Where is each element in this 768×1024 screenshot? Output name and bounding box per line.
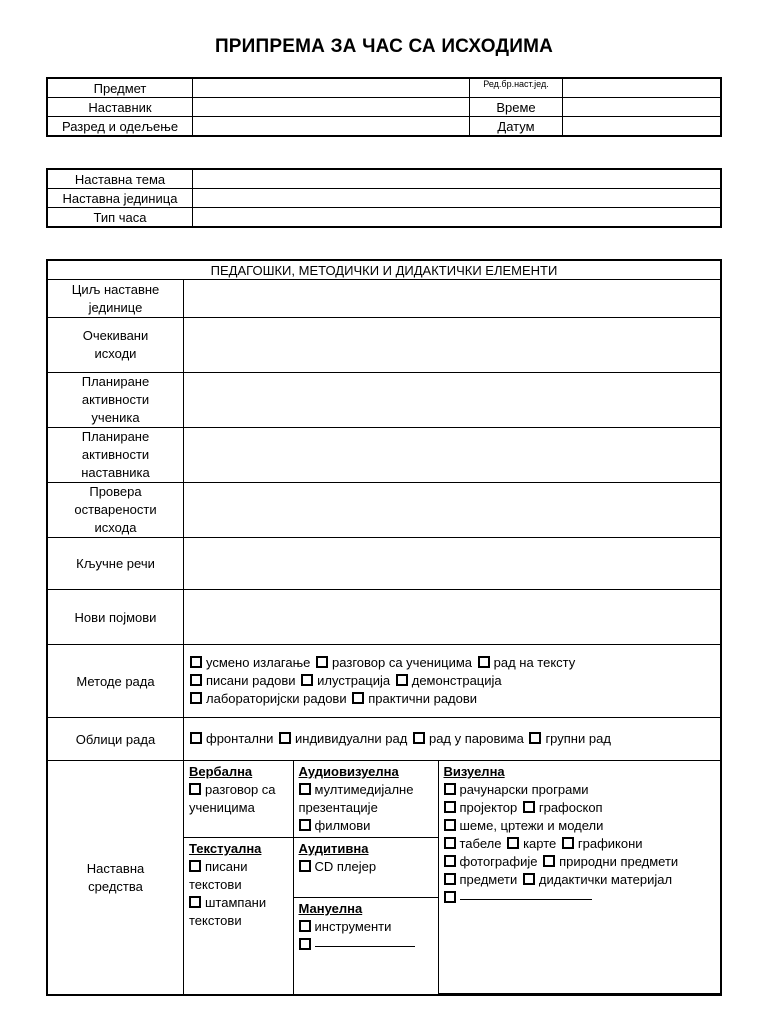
topic-table [47,169,721,227]
teacher-field[interactable] [193,98,470,117]
teaching-means-label: Наставна средства [48,761,184,995]
teacher-activities-field[interactable] [184,428,721,483]
checkbox-icon[interactable] [444,855,456,867]
checkbox-icon[interactable] [190,674,202,686]
checkbox-icon[interactable] [444,837,456,849]
checkbox-icon[interactable] [543,855,555,867]
outcomes-field[interactable] [184,318,721,373]
checkbox-icon[interactable] [444,819,456,831]
elements-heading: ПЕДАГОШКИ, МЕТОДИЧКИ И ДИДАКТИЧКИ ЕЛЕМЕНТИ [48,261,721,280]
checkbox-icon[interactable] [189,783,201,795]
student-activities-label: Планиране активности ученика [48,373,184,428]
verbal-cell: Вербална разговор са ученицима [184,761,293,838]
student-activities-field[interactable] [184,373,721,428]
checkbox-icon[interactable] [529,732,541,744]
unit-field[interactable] [193,189,721,208]
audiovisual-heading: Аудиовизуелна [298,764,399,779]
checkbox-icon[interactable] [299,920,311,932]
checkbox-icon[interactable] [190,692,202,704]
lesson-number-label: Ред.бр.наст.јед. [470,79,563,98]
checkbox-icon[interactable] [189,860,201,872]
textual-heading: Текстуална [189,841,262,856]
new-terms-field[interactable] [184,590,721,645]
checkbox-icon[interactable] [507,837,519,849]
forms-label: Облици рада [48,718,184,761]
checkbox-icon[interactable] [190,656,202,668]
verbal-heading: Вербална [189,764,253,779]
methods-label: Методе рада [48,645,184,718]
checkbox-icon[interactable] [299,819,311,831]
elements-table [47,260,721,995]
teacher-label: Наставник [48,98,193,117]
manual-cell: Мануелна инструменти [293,898,438,994]
blank-line[interactable] [460,889,592,900]
checkbox-icon[interactable] [190,732,202,744]
checkbox-icon[interactable] [352,692,364,704]
unit-label: Наставна јединица [48,189,193,208]
time-label: Време [470,98,563,117]
checkbox-icon[interactable] [478,656,490,668]
page-title: ПРИПРЕМА ЗА ЧАС СА ИСХОДИМА [214,36,554,57]
teaching-means-grid [184,761,720,994]
outcomes-label: Очекивани исходи [48,318,184,373]
new-terms-label: Нови појмови [48,590,184,645]
checkbox-icon[interactable] [523,801,535,813]
teaching-means-cell [184,761,721,995]
checkbox-icon[interactable] [189,896,201,908]
checkbox-icon[interactable] [301,674,313,686]
time-field[interactable] [563,98,721,117]
outcome-check-label: Провера остварености исхода [48,483,184,538]
theme-label: Наставна тема [48,170,193,189]
checkbox-icon[interactable] [444,801,456,813]
checkbox-icon[interactable] [316,656,328,668]
date-field[interactable] [563,117,721,136]
subject-label: Предмет [48,79,193,98]
grade-field[interactable] [193,117,470,136]
blank-line[interactable] [315,936,415,947]
checkbox-icon[interactable] [396,674,408,686]
lesson-type-label: Тип часа [48,208,193,227]
subject-field[interactable] [193,79,470,98]
outcome-check-field[interactable] [184,483,721,538]
checkbox-icon[interactable] [413,732,425,744]
lesson-type-field[interactable] [193,208,721,227]
visual-heading: Визуелна [443,764,505,779]
checkbox-icon[interactable] [299,860,311,872]
keywords-label: Кључне речи [48,538,184,590]
theme-field[interactable] [193,170,721,189]
auditory-heading: Аудитивна [298,841,369,856]
manual-heading: Мануелна [298,901,363,916]
checkbox-icon[interactable] [444,783,456,795]
checkbox-icon[interactable] [523,873,535,885]
checkbox-icon[interactable] [444,891,456,903]
audiovisual-cell: Аудиовизуелна мултимедијалне презентације филмови [293,761,438,838]
grade-label: Разред и одељење [48,117,193,136]
forms-options: фронтални индивидуални рад рад у паровима групни рад [184,718,721,761]
checkbox-icon[interactable] [299,783,311,795]
visual-cell: Визуелна рачунарски програми пројектор графоскоп шеме, цртежи и модели табеле карте графикони фотографије природни предмети предмети дидактички материјал [438,761,720,994]
info-table [47,78,721,136]
date-label: Датум [470,117,563,136]
textual-cell: Текстуална писани текстови штампани текстови [184,838,293,994]
checkbox-icon[interactable] [299,938,311,950]
lesson-number-field[interactable] [563,79,721,98]
goal-label: Циљ наставне јединице [48,280,184,318]
checkbox-icon[interactable] [562,837,574,849]
methods-options: усмено излагање разговор са ученицима рад на тексту писани радови илустрација демонстрација лабораторијски радови практични радови [184,645,721,718]
goal-field[interactable] [184,280,721,318]
teacher-activities-label: Планиране активности наставника [48,428,184,483]
checkbox-icon[interactable] [444,873,456,885]
keywords-field[interactable] [184,538,721,590]
checkbox-icon[interactable] [279,732,291,744]
auditory-cell: Аудитивна CD плејер [293,838,438,898]
